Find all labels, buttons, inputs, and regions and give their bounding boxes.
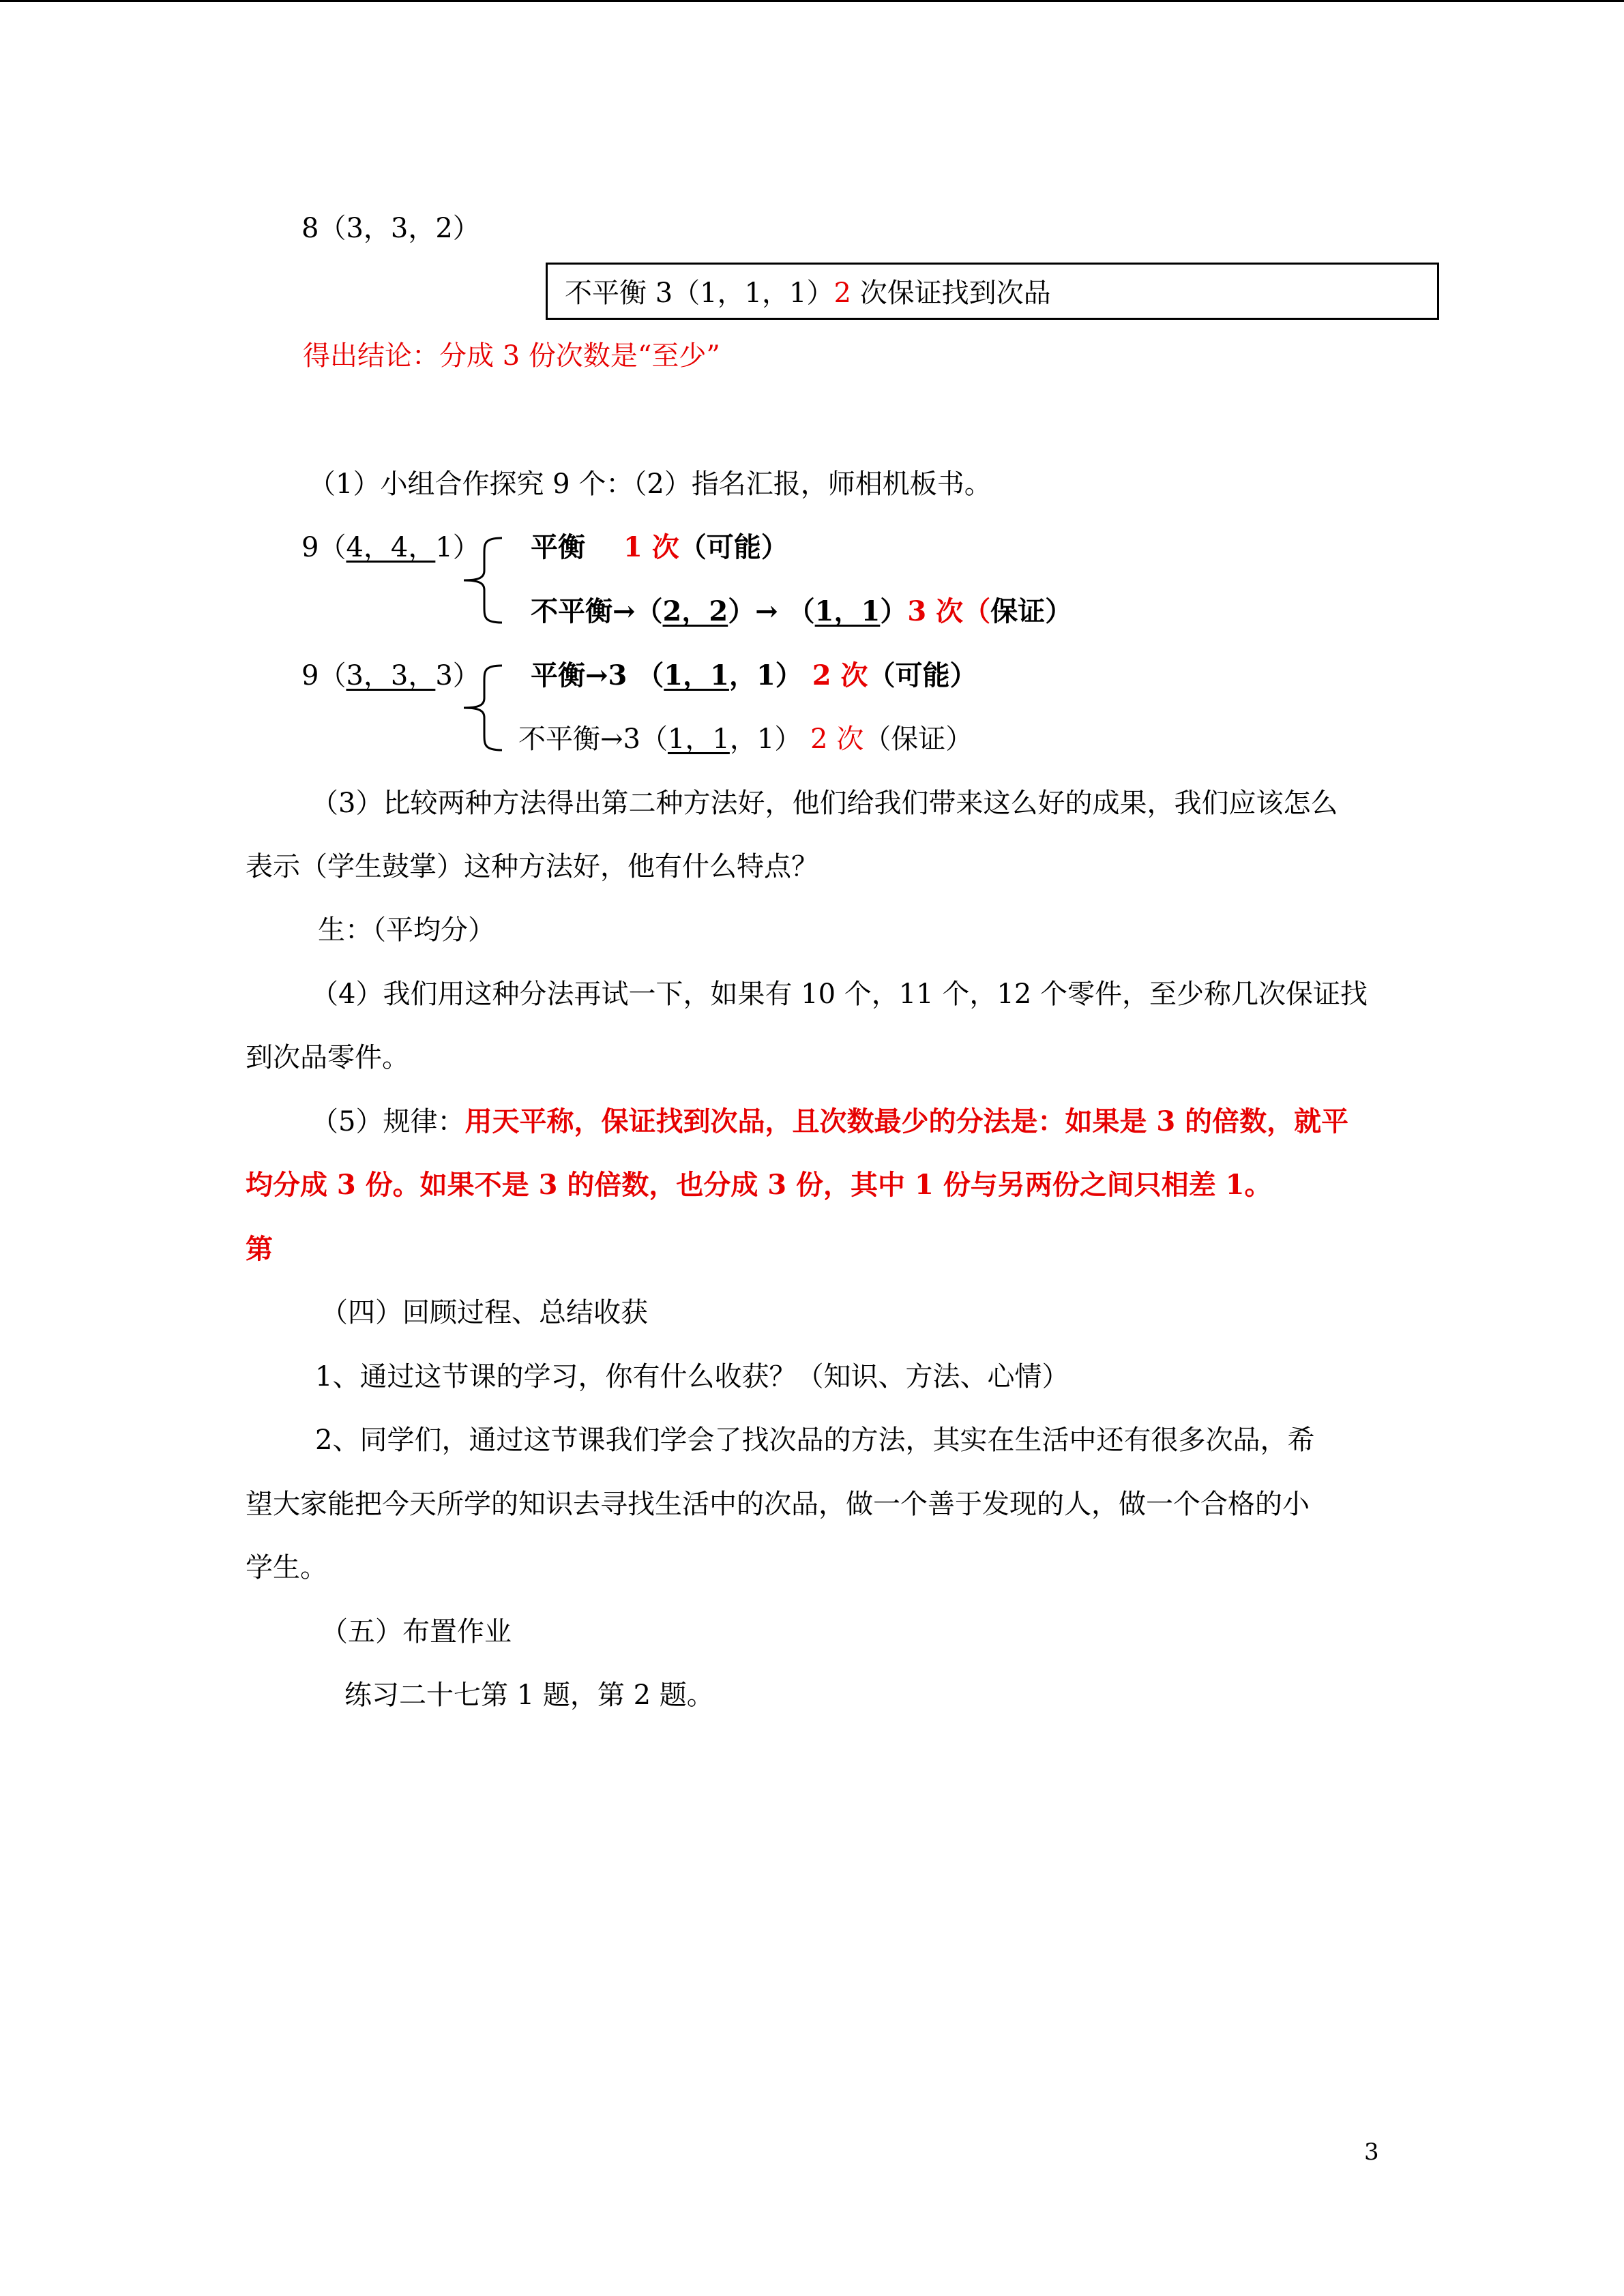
group1-balance-count: 1 次 (623, 531, 679, 563)
group2-bal-count: 2 次 (812, 659, 868, 691)
group2-underlined: 3，3， (346, 660, 436, 691)
line-8-split: 8（3，3，2） (301, 213, 480, 244)
top-border-line (0, 0, 1624, 2)
group1-unbalance-line (531, 593, 1072, 631)
group1-unb-a: 不平衡→（ (531, 595, 663, 627)
section-4-heading: （四）回顾过程、总结收获 (321, 1297, 648, 1328)
group2-label (301, 657, 480, 695)
step-3-line2: 表示（学生鼓掌）这种方法好，他有什么特点？ (246, 851, 818, 882)
group2-balance-line (531, 657, 977, 695)
step-5-prefix: （5）规律： (311, 1106, 465, 1137)
group2-unb-note: （保证） (863, 724, 973, 755)
step-5-line1 (311, 1103, 1348, 1141)
group2-unb-b: ，1） (729, 724, 811, 755)
group1-unb-u2: 1，1 (814, 595, 881, 627)
group2-bal-a: 平衡→3 （ (531, 659, 664, 691)
student-answer: 生：（平均分） (318, 914, 495, 946)
group2-bal-u: 1，1 (664, 659, 729, 691)
conclusion: 得出结论：分成 3 份次数是“至少” (303, 340, 720, 372)
box-text-b: 次保证找到次品 (851, 278, 1051, 309)
homework: 练习二十七第 1 题，第 2 题。 (344, 1680, 714, 1711)
result-box-text (565, 274, 1051, 312)
group1-unb-note: 保证） (990, 595, 1073, 627)
group1-lead: 9（ (301, 532, 346, 563)
group1-label (301, 528, 480, 567)
group1-underlined: 4，4， (346, 532, 436, 563)
group1-unb-count: 3 次（ (907, 595, 991, 627)
step-4-line1: （4）我们用这种分法再试一下，如果有 10 个，11 个，12 个零件，至少称几次保证找 (311, 979, 1368, 1010)
group2-bal-note: （可能） (868, 659, 977, 691)
group1-unb-b: ）→ （ (728, 595, 815, 627)
group1-balance: 平衡 (531, 531, 585, 563)
step-1-2: （1）小组合作探究 9 个：（2）指名汇报，师相机板书。 (308, 468, 992, 500)
group1-balance-line (531, 528, 788, 567)
group2-lead: 9（ (301, 660, 346, 691)
group2-unb-count: 2 次 (810, 724, 864, 755)
group1-unb-c: ） (880, 595, 908, 627)
question-2-line1: 2、同学们，通过这节课我们学会了找次品的方法，其实在生活中还有很多次品，希 (315, 1425, 1315, 1456)
page-number: 3 (1364, 2138, 1379, 2166)
group1-tail: 1） (435, 532, 480, 563)
group2-tail: 3） (435, 660, 480, 691)
stray-character: 第 (246, 1233, 273, 1265)
step-5-rule: 用天平称，保证找到次品，且次数最少的分法是：如果是 3 的倍数，就平 (464, 1105, 1349, 1137)
step-5-line2: 均分成 3 份。如果不是 3 的倍数，也分成 3 份，其中 1 份与另两份之间只相差 1。 (246, 1169, 1272, 1201)
box-text-red: 2 (833, 278, 851, 309)
question-2-line3: 学生。 (246, 1552, 327, 1583)
group2-unbalance-line (518, 720, 973, 758)
group2-unb-u: 1，1 (667, 724, 730, 755)
step-4-line2: 到次品零件。 (246, 1042, 409, 1073)
section-5-heading: （五）布置作业 (321, 1616, 512, 1648)
group2-brace (457, 663, 505, 753)
question-1: 1、通过这节课的学习，你有什么收获？（知识、方法、心情） (315, 1361, 1069, 1392)
group2-bal-b: ，1） (728, 659, 812, 691)
group1-unb-u1: 2，2 (662, 595, 728, 627)
question-2-line2: 望大家能把今天所学的知识去寻找生活中的次品，做一个善于发现的人，做一个合格的小 (246, 1489, 1310, 1520)
step-3-line1: （3）比较两种方法得出第二种方法好，他们给我们带来这么好的成果，我们应该怎么 (311, 788, 1338, 819)
group1-brace (457, 535, 505, 625)
group1-balance-note: （可能） (679, 531, 788, 563)
group2-unb-a: 不平衡→3（ (518, 724, 668, 755)
box-text-a: 不平衡 3（1，1，1） (565, 278, 834, 309)
